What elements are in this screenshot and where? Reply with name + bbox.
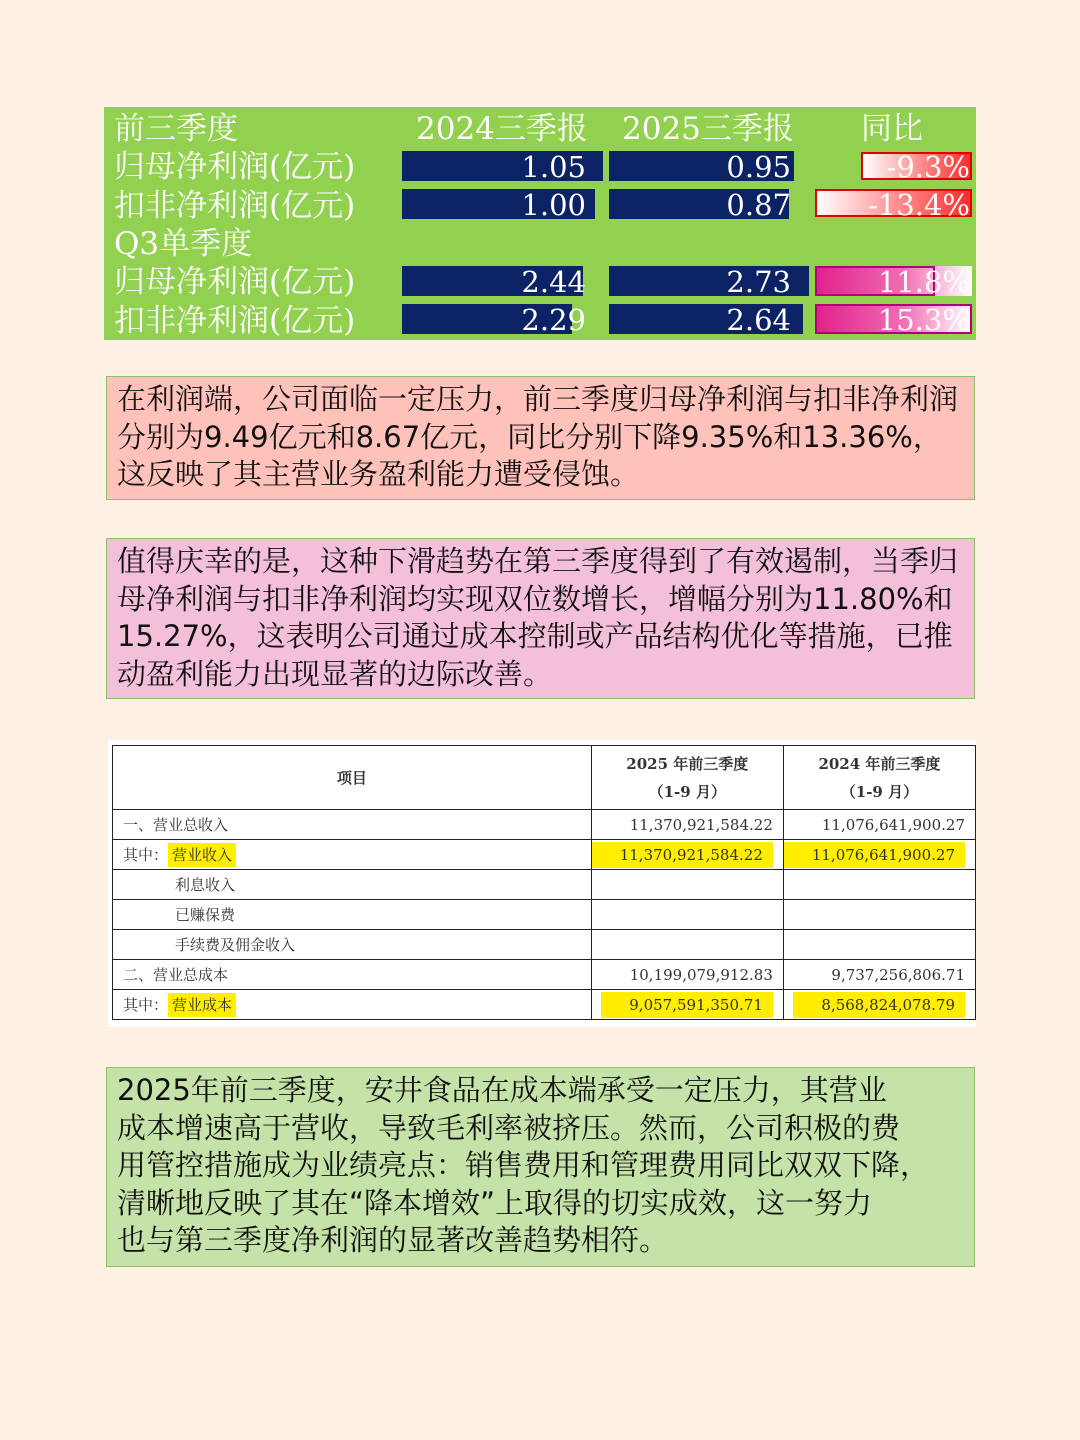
- kpi-section-q3-label: Q3单季度: [114, 226, 253, 262]
- row-value-2025: [591, 930, 783, 960]
- table-row: [113, 840, 976, 870]
- kpi-header-label: 前三季度: [114, 111, 238, 147]
- row-label: 二、营业总成本: [113, 960, 592, 990]
- paragraph-line: 成本增速高于营收，导致毛利率被挤压。然而，公司积极的费: [117, 1110, 901, 1145]
- income-statement-excerpt: [108, 740, 976, 1027]
- kpi-header-2025: 2025三季报: [622, 111, 794, 147]
- kpi-row-3-value-2025: 2.73: [726, 265, 791, 299]
- income-statement-table: [112, 745, 976, 1020]
- kpi-row-2-value-2025: 0.87: [726, 188, 791, 222]
- paragraph-q3-improvement: 值得庆幸的是，这种下滑趋势在第三季度得到了有效遏制，当季归母净利润与扣非净利润均实现双位数增长，增幅分别为11.80%和15.27%，这表明公司通过成本控制或产品结构优化等措施，已推动盈利能力出现显著的边际改善。: [106, 538, 975, 699]
- table-header-2024: 2024 年前三季度 （1-9 月）: [783, 746, 975, 810]
- kpi-row-1-value-2025: 0.95: [726, 150, 791, 184]
- row-value-2025: 10,199,079,912.83: [591, 960, 783, 990]
- kpi-header-yoy: 同比: [861, 111, 923, 147]
- row-label: 其中： 营业成本: [113, 990, 592, 1020]
- paragraph-line: 清晰地反映了其在“降本增效”上取得的切实成效，这一努力: [117, 1185, 873, 1220]
- highlight-revenue: 营业收入: [168, 843, 236, 867]
- kpi-row-2-yoy: -13.4%: [868, 188, 970, 222]
- kpi-row-3-label: 归母净利润(亿元): [114, 264, 356, 300]
- paragraph-line: 用管控措施成为业绩亮点：销售费用和管理费用同比双双下降，: [117, 1148, 930, 1182]
- kpi-row-4-value-2025: 2.64: [726, 303, 791, 337]
- row-value-2024: [783, 930, 975, 960]
- paragraph-line: 也与第三季度净利润的显著改善趋势相符。: [117, 1223, 669, 1257]
- paragraph-cost-control: [106, 1067, 975, 1267]
- paragraph-line: 2025年前三季度，安井食品在成本端承受一定压力，其营业: [117, 1073, 887, 1107]
- row-label: 手续费及佣金收入: [113, 930, 592, 960]
- paragraph-profit-pressure: 在利润端，公司面临一定压力，前三季度归母净利润与扣非净利润分别为9.49亿元和8.67亿元，同比分别下降9.35%和13.36%，这反映了其主营业务盈利能力遭受侵蚀。: [106, 376, 975, 500]
- row-label: 已赚保费: [113, 900, 592, 930]
- row-value-2024: [783, 870, 975, 900]
- highlight-cost: 营业成本: [168, 993, 236, 1017]
- row-value-2025: 11,370,921,584.22: [591, 840, 783, 870]
- row-value-2024: 9,737,256,806.71: [783, 960, 975, 990]
- row-value-2025: 11,370,921,584.22: [591, 810, 783, 840]
- table-row: [113, 900, 976, 930]
- kpi-header-2024: 2024三季报: [416, 111, 588, 147]
- table-row: [113, 810, 976, 840]
- table-header-item: 项目: [113, 746, 592, 810]
- row-value-2025: 9,057,591,350.71: [591, 990, 783, 1020]
- kpi-row-4-yoy: 15.3%: [877, 303, 970, 337]
- kpi-row-3-value-2024: 2.44: [521, 265, 586, 299]
- kpi-panel: [104, 107, 976, 340]
- kpi-row-1-label: 归母净利润(亿元): [114, 149, 356, 185]
- kpi-row-1-yoy: -9.3%: [886, 150, 970, 184]
- row-label: 利息收入: [113, 870, 592, 900]
- table-row: [113, 960, 976, 990]
- row-value-2025: [591, 900, 783, 930]
- row-value-2024: 8,568,824,078.79: [783, 990, 975, 1020]
- table-row: [113, 930, 976, 960]
- table-row: [113, 870, 976, 900]
- kpi-row-1-value-2024: 1.05: [521, 150, 586, 184]
- kpi-row-4-value-2024: 2.29: [521, 303, 586, 337]
- table-row: [113, 990, 976, 1020]
- table-header-row: [113, 746, 976, 810]
- row-value-2024: [783, 900, 975, 930]
- kpi-row-4-label: 扣非净利润(亿元): [114, 303, 356, 339]
- table-header-2025: 2025 年前三季度 （1-9 月）: [591, 746, 783, 810]
- row-value-2024: 11,076,641,900.27: [783, 840, 975, 870]
- row-label: 一、营业总收入: [113, 810, 592, 840]
- row-value-2024: 11,076,641,900.27: [783, 810, 975, 840]
- row-value-2025: [591, 870, 783, 900]
- kpi-row-2-value-2024: 1.00: [521, 188, 586, 222]
- row-label: 其中： 营业收入: [113, 840, 592, 870]
- kpi-row-2-label: 扣非净利润(亿元): [114, 188, 356, 224]
- kpi-row-3-yoy: 11.8%: [877, 265, 970, 299]
